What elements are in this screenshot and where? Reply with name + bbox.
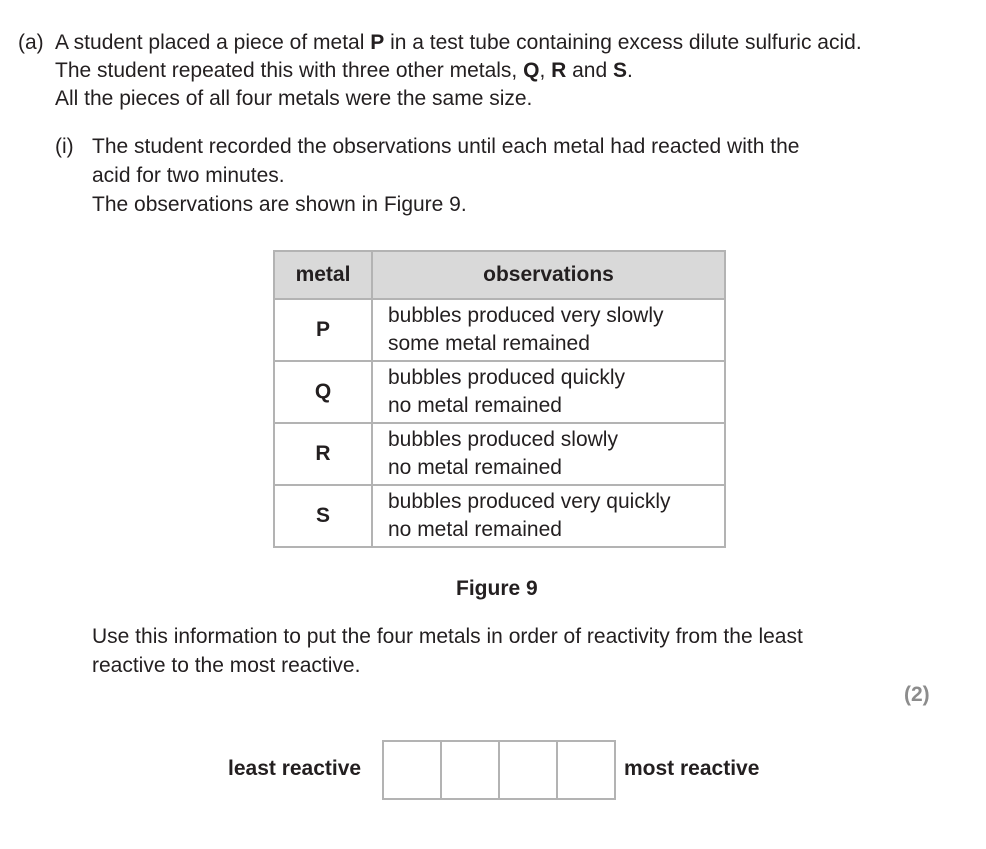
observation-line: some metal remained xyxy=(388,332,590,355)
table-header-row xyxy=(274,251,725,299)
table-row xyxy=(274,423,725,485)
part-a-line-3: All the pieces of all four metals were the same size. xyxy=(55,87,533,110)
marks-indicator: (2) xyxy=(904,683,930,706)
metal-cell: S xyxy=(274,485,372,547)
part-a-label: (a) xyxy=(18,31,44,54)
observation-cell xyxy=(372,485,725,547)
metal-cell: P xyxy=(274,299,372,361)
instruction-line-2: reactive to the most reactive. xyxy=(92,654,361,677)
part-i-line-1: The student recorded the observations until each metal had reacted with the xyxy=(92,135,800,158)
observation-line: no metal remained xyxy=(388,518,562,541)
part-i-line-3: The observations are shown in Figure 9. xyxy=(92,193,467,216)
answer-box[interactable] xyxy=(384,742,442,798)
figure-caption: Figure 9 xyxy=(456,577,538,600)
metal-cell: Q xyxy=(274,361,372,423)
observation-line: bubbles produced very quickly xyxy=(388,490,671,513)
part-a-line-2: The student repeated this with three other metals, Q, R and S. xyxy=(55,59,633,82)
header-metal: metal xyxy=(274,251,372,299)
instruction-line-1: Use this information to put the four metals in order of reactivity from the least xyxy=(92,625,803,648)
part-a-line-1: A student placed a piece of metal P in a test tube containing excess dilute sulfuric acid. xyxy=(55,31,862,54)
least-reactive-label: least reactive xyxy=(228,757,362,780)
observation-line: bubbles produced very slowly xyxy=(388,304,664,327)
observation-cell xyxy=(372,361,725,423)
part-i-label: (i) xyxy=(55,135,74,158)
table-row xyxy=(274,485,725,547)
observation-cell xyxy=(372,299,725,361)
observation-line: no metal remained xyxy=(388,394,562,417)
observation-line: no metal remained xyxy=(388,456,562,479)
most-reactive-label: most reactive xyxy=(624,757,760,780)
observation-cell xyxy=(372,423,725,485)
answer-box[interactable] xyxy=(442,742,500,798)
observation-line: bubbles produced slowly xyxy=(388,428,618,451)
answer-box[interactable] xyxy=(500,742,558,798)
observation-line: bubbles produced quickly xyxy=(388,366,625,389)
table-row xyxy=(274,361,725,423)
part-i-line-2: acid for two minutes. xyxy=(92,164,285,187)
header-observations: observations xyxy=(372,251,725,299)
answer-box[interactable] xyxy=(558,742,614,798)
metal-cell: R xyxy=(274,423,372,485)
observations-table xyxy=(273,250,726,548)
table-row xyxy=(274,299,725,361)
answer-boxes xyxy=(382,740,616,800)
